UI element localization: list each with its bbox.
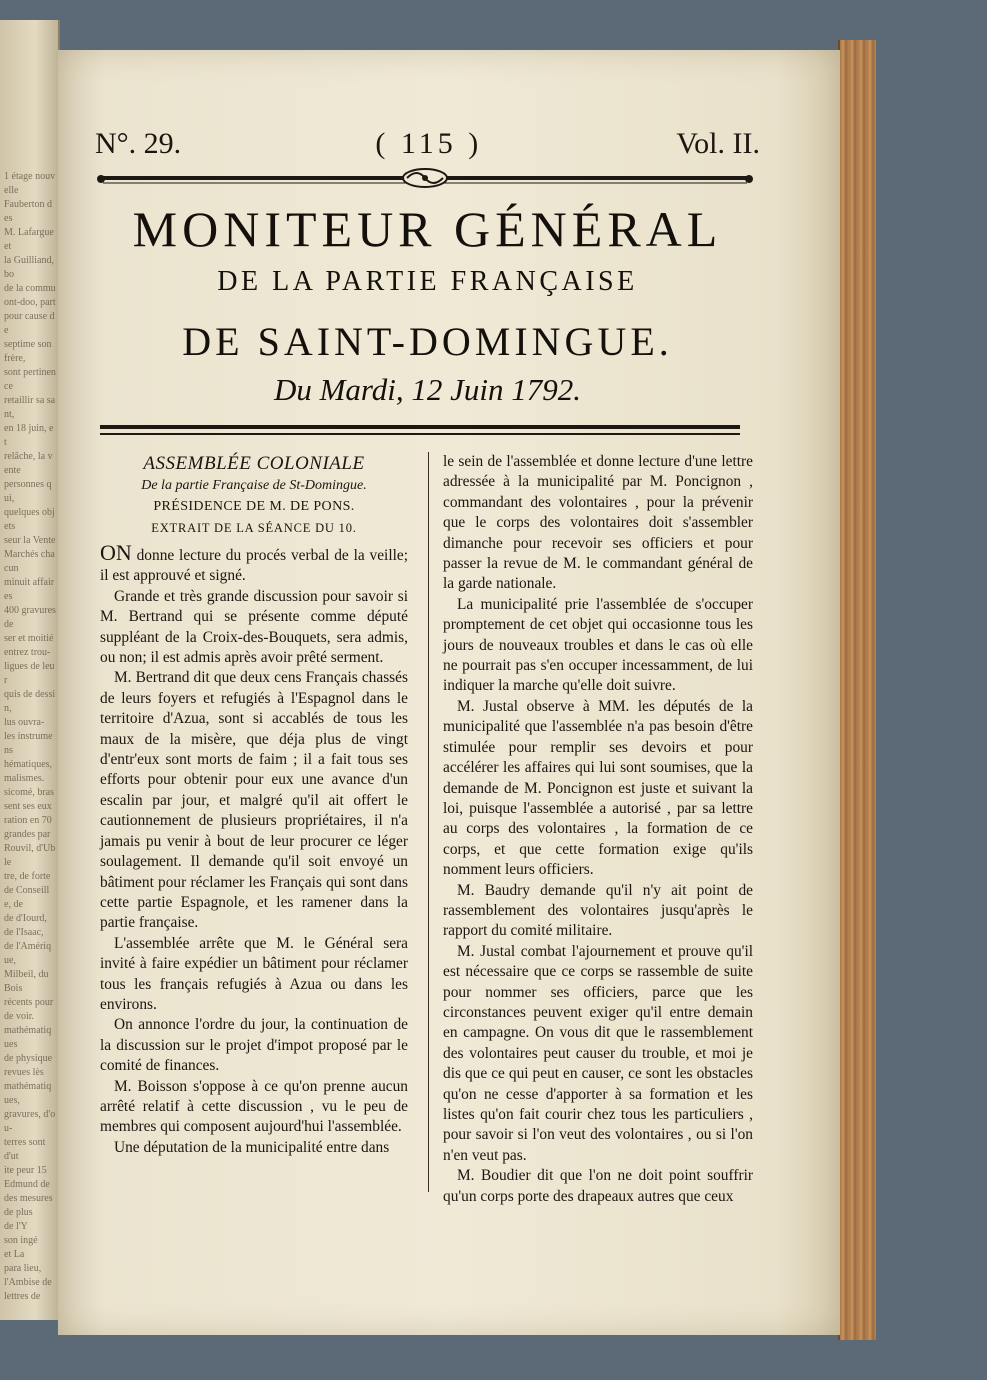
volume-number: Vol. II. (676, 127, 760, 160)
facing-page-fragment: récents pour (4, 997, 54, 1008)
facing-page-fragment: l'Ambise de (4, 1277, 52, 1288)
facing-page-fragment: ser et moitié (4, 633, 54, 644)
facing-page-fragment: son ingé (4, 1235, 38, 1246)
facing-page-fragment: de voir. (4, 1011, 34, 1022)
book-page-edges (838, 40, 876, 1340)
right-column (443, 452, 753, 1207)
facing-page-fragment: lettres de (4, 1291, 41, 1302)
page-number: ( 115 ) (375, 127, 483, 160)
paragraph-text: Une députation de la municipalité entre dans (114, 1138, 390, 1156)
facing-page-fragment: de d'Iourd, (4, 913, 47, 924)
facing-page-fragment: en 18 juin, et (4, 423, 54, 448)
issue-number: N°. 29. (95, 127, 182, 160)
paragraph (443, 452, 753, 595)
paragraph-text: On annonce l'ordre du jour, la continuation de la discussion sur le projet d'impot proposé par le comité de finances. (100, 1016, 408, 1075)
paragraph (100, 1077, 408, 1138)
column-divider (428, 452, 429, 1192)
drop-capital: ON (100, 540, 132, 565)
facing-page-fragment: revues lès (4, 1067, 44, 1078)
facing-page-fragment: la Guilliand, bo (4, 255, 54, 280)
facing-page-fragment: personnes qui, (4, 479, 52, 504)
facing-page-fragment: ligues de leur (4, 661, 55, 686)
paragraph (443, 595, 753, 697)
facing-page-fragment: Fauberton des (4, 199, 53, 224)
facing-page-fragment: tre, de forte (4, 871, 51, 882)
facing-page-fragment: de l'Y (4, 1221, 28, 1232)
facing-page-fragment: minuit affaires (4, 577, 55, 602)
paragraph (443, 881, 753, 942)
facing-page-fragment: sent ses eux (4, 801, 52, 812)
paragraph-text: donne lecture du procés verbal de la veille; il est approuvé et signé. (100, 547, 408, 585)
facing-page-fragment: terres sont d'ut (4, 1137, 46, 1162)
section-extrait: EXTRAIT DE LA SÉANCE DU 10. (151, 521, 357, 535)
facing-page-fragment: M. Lafargue et (4, 227, 54, 252)
facing-page-fragment: et La (4, 1249, 25, 1260)
facing-page-fragment: les instrumens (4, 731, 53, 756)
facing-page-fragment: de physique (4, 1053, 53, 1064)
facing-page-fragment: septime son frère, (4, 339, 52, 364)
paragraph (443, 697, 753, 881)
paragraph-text: La municipalité prie l'assemblée de s'occuper promptement de cet objet qui occasionne tous les jours de nouveaux troubles et dans le cas où elle ne pourrait pas s'en occuper incessamment, de lui indiquer la marche qu'elle doit suivre. (443, 595, 753, 695)
paragraph (443, 1166, 753, 1207)
facing-page-fragment: retaillir sa sant, (4, 395, 56, 420)
paragraph (100, 934, 408, 1016)
paragraph-text: M. Justal combat l'ajournement et prouve qu'il est nécessaire que ce corps se rassemble de suite pour nommer ses officiers, parce que les circonstances peuvent exiger qu'il entre demain en campagne. On vous dit que le rassemblement des volontaires peut causer du trouble, et moi je dis que ce qui peut en causer, ce sont les obstacles qu'on ne cesse d'apporter à sa formation et les listes qu'on fait courir chez tous les particuliers , pour savoir si l'on veut des volontaires , ou si l'on n'en veut pas. (443, 942, 753, 1164)
facing-page-fragment: 1 étage nouvelle (4, 171, 56, 196)
facing-page-fragment: quis de dessin, (4, 689, 56, 714)
facing-page-fragment: 400 gravures de (4, 605, 56, 630)
facing-page-fragment: ration en 70 (4, 815, 52, 826)
facing-page-edge (0, 20, 60, 1320)
section-presidence: PRÉSIDENCE DE M. DE PONS. (153, 499, 355, 514)
facing-page-fragment: de la commu (4, 283, 56, 294)
facing-page-fragment: de plus (4, 1207, 33, 1218)
facing-page-fragment: malismes. (4, 773, 45, 784)
paragraph-text: L'assemblée arrête que M. le Général sera invité à faire expédier un bâtiment pour réclamer tous les français refugiés à Azua ou dans les environs. (100, 934, 408, 1013)
facing-page-fragment: de Conseille, de (4, 885, 50, 910)
left-column (100, 452, 408, 1158)
facing-page-fragment: lus ouvra- (4, 717, 45, 728)
facing-page-fragment: ite peur 15 (4, 1165, 47, 1176)
facing-page-fragment: de l'Isaac, (4, 927, 44, 938)
section-title: ASSEMBLÉE COLONIALE (143, 453, 365, 474)
facing-page-fragment: Edmund de (4, 1179, 50, 1190)
facing-page-fragment: gravures, d'ou- (4, 1109, 56, 1134)
facing-page-fragment: pour cause de (4, 311, 55, 336)
masthead-title: MONITEUR GÉNÉRAL (132, 201, 723, 257)
facing-page-fragment: de l'Amérique, (4, 941, 52, 966)
paragraph-text: Grande et très grande discussion pour savoir si M. Bertrand qui se présente comme député suppléant de la Croix-des-Bouquets, sera admis, ou non; il est admis après avoir prêté serment. (100, 587, 408, 667)
facing-page-fragment: sicomé, bras (4, 787, 54, 798)
paragraph (100, 1138, 408, 1158)
paragraph-text: M. Bertrand dit que deux cens Français chassés de leurs foyers et refugiés à l'Espagnol dans le territoire d'Azua, sont si accablés de tous les maux de la misère, que déja plus de vingt d'entr'eux sont morts de faim ; il a fait tous ses efforts pour obtenir pour eux une avance d'un escalin par jour, et malgré qu'il ait offert le cautionnement de plusieurs propriétaires, il n'a jamais pu venir à bout de leur procurer ce léger soulagement. Il demande qu'il soit envoyé un bâtiment pour réclamer les Français qui sont dans cette partie Espagnole, et les ramener dans la partie française. (100, 669, 408, 932)
facing-page-fragment: hématiques, (4, 759, 53, 770)
facing-page-text (4, 170, 56, 1302)
ornamental-rule (95, 168, 755, 188)
paragraph (100, 587, 408, 669)
paragraph-text: M. Justal observe à MM. les députés de la municipalité que l'assemblée n'a pas besoin d'être stimulée pour remplir ses devoirs et pour accélérer les affaires qui lui sont soumises, que la demande de M. Poncignon est juste et suivant la loi, puisque l'assemblée a autorisé , par sa lettre au corps des volontaires , la formation de ce corps, et que cette formation exige qu'ils nomment leurs officiers. (443, 697, 753, 879)
facing-page-fragment: entrez trou- (4, 647, 51, 658)
facing-page-fragment: Marchés chacun (4, 549, 55, 574)
paragraph-text: M. Boudier dit que l'on ne doit point souffrir qu'un corps porte des drapeaux autres que ceux (443, 1167, 753, 1205)
paragraph-text: M. Boisson s'oppose à ce qu'on prenne aucun arrêté relatif à cette discussion , vu le peu de membres qui composent aujourd'hui l'assemblée. (100, 1077, 408, 1136)
paragraph (100, 668, 408, 933)
facing-page-fragment: des mesures (4, 1193, 53, 1204)
facing-page-fragment: para lieu, (4, 1263, 42, 1274)
masthead-rule (100, 425, 740, 435)
masthead-subtitle-2: DE SAINT-DOMINGUE. (182, 319, 673, 364)
paragraph (100, 540, 408, 587)
masthead-subtitle-1: DE LA PARTIE FRANÇAISE (217, 266, 638, 297)
facing-page-fragment: quelques objets (4, 507, 55, 532)
facing-page-fragment: sont pertinence (4, 367, 56, 392)
facing-page-fragment: mathématiques, (4, 1081, 52, 1106)
paragraph (100, 1015, 408, 1076)
facing-page-fragment: Rouvil, d'Uble (4, 843, 56, 868)
facing-page-fragment: seur la Vente (4, 535, 56, 546)
paragraph-text: M. Baudry demande qu'il n'y ait point de rassemblement des volontaires jusqu'après le rapport du comité militaire. (443, 881, 753, 940)
facing-page-fragment: mathématiques (4, 1025, 52, 1050)
section-subtitle: De la partie Française de St-Domingue. (141, 478, 367, 493)
facing-page-fragment: grandes par (4, 829, 51, 840)
facing-page-fragment: Milbeil, du Bois (4, 969, 49, 994)
issue-date: Du Mardi, 12 Juin 1792. (273, 372, 582, 407)
paragraph (443, 942, 753, 1166)
paragraph-text: le sein de l'assemblée et donne lecture d'une lettre adressée à la municipalité par M. Poncignon , commandant des volontaires , pour la prévenir que le corps des volontaires doit s'assembler dimanche pour recevoir ses officiers et pour passer la revue de M. le commandant général de la garde nationale. (443, 453, 753, 593)
facing-page-fragment: ont-doo, part (4, 297, 56, 308)
facing-page-fragment: relâche, la vente (4, 451, 53, 476)
page-header (95, 127, 760, 167)
